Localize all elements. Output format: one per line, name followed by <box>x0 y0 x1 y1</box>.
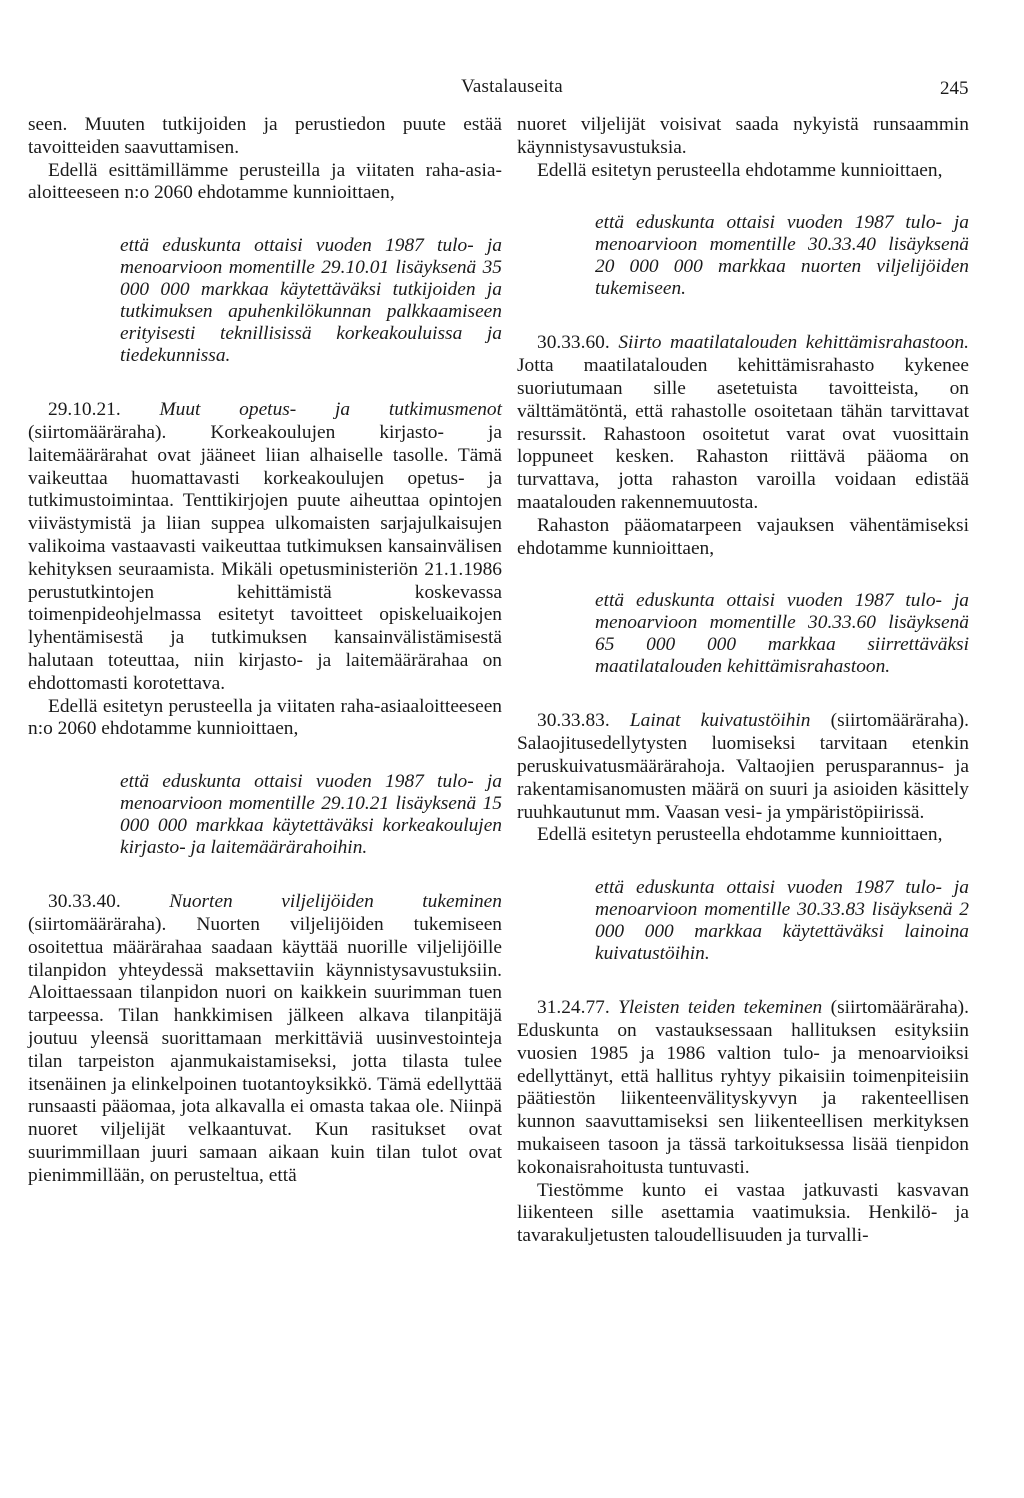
section-title: Muut opetus- ja tutkimusmenot <box>159 399 502 421</box>
section-body: (siirtomääräraha). Nuorten viljelijöiden tukemiseen osoitettua määrärahaa saadaan käyttää nuorille viljelijöille tilanpidon yhteydessä maksettaviin käynnistysavustuksiin. Aloittaessaan tilanpidon nuori on kaikkein suurimman tuen tarpeessa. Tilan hankkimisen jälkeen alkava tilanpitäjä joutuu yleensä suorittamaan merkittäviä uusinvestointeja tilan tarpeiston ajanmukaistamiseksi, jotta tilasta tulee itsenäinen ja elinkelpoinen tuotantoyksikkö. Tämä edellyttää runsaasti pääomaa, jota alkavalla ei omasta takaa ole. Niinpä nuoret viljelijät velkaantuvat. Kun rasitukset ovat suurimmillaan juuri samaan aikaan kuin tilan tulot ovat pienimmillään, on perusteltua, että <box>28 913 502 1186</box>
paragraph: nuoret viljelijät voisivat saada nykyistä runsaammin käynnistysavustuksia. <box>517 114 969 158</box>
section-body: (siirtomääräraha). Salaojitusedellytysten luomiseksi tarvitaan etenkin peruskuivatusmäärärahoja. Valtaojien perusparannus- ja rakentamisanomusten määrä on suuri ja asioiden käsittely ruuhkautunut mm. Vaasan vesi- ja ympäristöpiirissä. <box>517 710 969 823</box>
paragraph: Edellä esitetyn perusteella ehdotamme kunnioittaen, <box>537 159 943 181</box>
section-number: 31.24.77. <box>537 997 610 1019</box>
section-body: (siirtomääräraha). Eduskunta on vastauksessaan hallituksen esityksiin vuosien 1985 ja 1986 valtion tulo- ja menoarvioiksi edellyttänyt, että hallitus ryhtyy pikaisiin toimenpiteisiin päätiestön liikenteenvälityskyvyn ja rakenteellisen kunnon saavuttamiseksi sen liikenteellisen merkityksen mukaiseen tasoon ja tässä tarkoituksessa lisää tienpidon kokonaisrahoitusta tuntuvasti. <box>517 997 969 1178</box>
section-body: (siirtomääräraha). Korkeakoulujen kirjasto- ja laitemäärärahat ovat jääneet liian alhaiselle tasolle. Tämä vaikeuttaa huomattavasti korkeakoulujen opetus- ja tutkimustoimintaa. Tenttikirjojen puute aiheuttaa opintojen viivästymistä ja liian suppea ulkomaisten sarjajulkaisujen valikoima vastaavasti vaikeuttaa tutkimuksen kansainvälisen kehityksen seuraamista. Mikäli opetusministeriön 21.1.1986 perustutkintojen kehittämistä koskevassa toimenpideohjelmassa esitetyt tavoitteet opiskeluaikojen lyhentämisestä ja tutkimuksen kansainvälistämisestä halutaan toteuttaa, niin kirjasto- ja laitemäärärahaa on ehdottomasti korotettava. <box>28 421 502 694</box>
running-header: Vastalauseita <box>461 76 563 97</box>
right-column <box>517 114 969 1248</box>
section-paragraph <box>28 399 502 695</box>
proposal: että eduskunta ottaisi vuoden 1987 tulo- ja menoarvioon momentille 29.10.21 lisäyksenä 15 000 000 markkaa käytettäväksi korkeakoulujen kirjasto- ja laitemäärärahoihin. <box>120 771 502 859</box>
section-title: Siirto maatilatalouden kehittämisrahastoon. <box>618 332 969 354</box>
section-paragraph <box>517 997 969 1179</box>
section-number: 30.33.60. <box>537 332 610 354</box>
paragraph: Edellä esitetyn perusteella ja viitaten raha-asiaaloitteeseen n:o 2060 ehdotamme kunnioittaen, <box>28 695 502 740</box>
paragraph: Tiestömme kunto ei vastaa jatkuvasti kasvavan liikenteen sille asettamia vaatimuksia. Henkilö- ja tavarakuljetusten taloudellisuuden ja turvalli- <box>517 1179 969 1247</box>
section-paragraph <box>28 891 502 1187</box>
paragraph: Edellä esittämillämme perusteilla ja viitaten raha-asia-aloitteeseen n:o 2060 ehdotamme kunnioittaen, <box>28 159 502 204</box>
section-title: Lainat kuivatustöihin <box>629 710 811 732</box>
left-column <box>28 114 502 1188</box>
section-title: Nuorten viljelijöiden tukeminen <box>169 891 502 913</box>
proposal: että eduskunta ottaisi vuoden 1987 tulo- ja menoarvioon momentille 30.33.83 lisäyksenä 2 000 000 markkaa käytettäväksi lainoina kuivatustöihin. <box>595 877 969 965</box>
proposal: että eduskunta ottaisi vuoden 1987 tulo- ja menoarvioon momentille 29.10.01 lisäyksenä 35 000 000 markkaa käytettäväksi tutkijoiden ja tutkimuksen apuhenkilökunnan palkkaamiseen erityisesti teknillisissä korkeakouluissa ja tiedekunnissa. <box>120 235 502 367</box>
proposal: että eduskunta ottaisi vuoden 1987 tulo- ja menoarvioon momentille 30.33.40 lisäyksenä 20 000 000 markkaa nuorten viljelijöiden tukemiseen. <box>595 212 969 300</box>
section-number: 30.33.83. <box>537 710 610 732</box>
section-number: 29.10.21. <box>48 399 121 421</box>
section-body: Jotta maatilatalouden kehittämisrahasto kykenee suoriutumaan sille asetetuista tavoitteista, on välttämätöntä, että rahastolle osoitetaan tähän tarvittavat resurssit. Rahastoon osoitetut varat ovat vuosittain loppuneet kesken. Rahaston riittävä pääoma on turvattava, jotta rahaston varoilla voidaan edistää maatalouden rakennemuutosta. <box>517 355 969 513</box>
proposal: että eduskunta ottaisi vuoden 1987 tulo- ja menoarvioon momentille 30.33.60 lisäyksenä 65 000 000 markkaa siirrettäväksi maatilatalouden kehittämisrahastoon. <box>595 590 969 678</box>
section-title: Yleisten teiden tekeminen <box>618 997 823 1019</box>
paragraph: Rahaston pääomatarpeen vajauksen vähentämiseksi ehdotamme kunnioittaen, <box>517 514 969 559</box>
section-paragraph <box>517 710 969 824</box>
section-paragraph <box>517 332 969 514</box>
paragraph: seen. Muuten tutkijoiden ja perustiedon puute estää tavoitteiden saavuttamisen. <box>28 114 502 158</box>
section-number: 30.33.40. <box>48 891 121 913</box>
page-number: 245 <box>940 78 969 99</box>
paragraph: Edellä esitetyn perusteella ehdotamme kunnioittaen, <box>537 824 943 846</box>
